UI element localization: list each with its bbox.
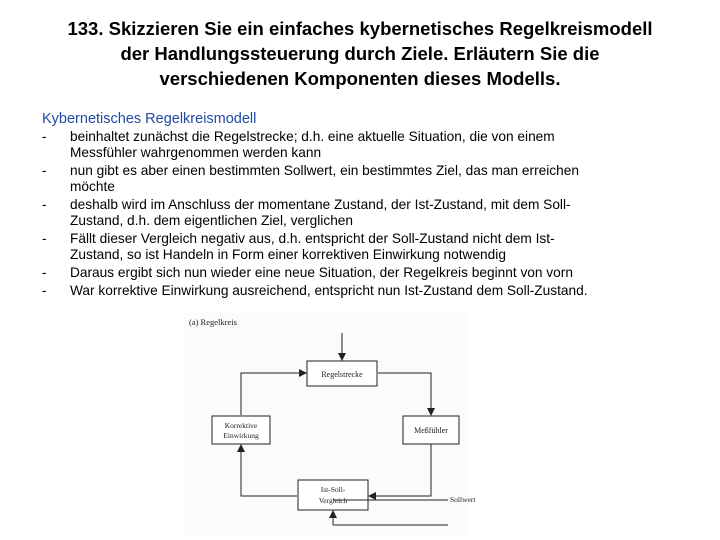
bullet-line: möchte [70,179,115,194]
bullet-dash: - [42,163,47,178]
title-line-1: 133. Skizzieren Sie ein einfaches kybernetisches Regelkreismodell [67,18,653,39]
bullet-line: War korrektive Einwirkung ausreichend, entspricht nun Ist-Zustand dem Soll-Zustand. [70,283,588,298]
title-line-3: verschiedenen Komponenten dieses Modells. [159,68,561,89]
bullet-text [70,197,692,229]
label-korrektive-2: Einwirkung [223,431,259,440]
bullet-line: Daraus ergibt sich nun wieder eine neue Situation, der Regelkreis beginnt von vorn [70,265,573,280]
bullet-text [70,265,692,281]
page-title [20,16,700,91]
bullet-text [70,163,692,195]
bullet-line: deshalb wird im Anschluss der momentane Zustand, der Ist-Zustand, mit dem Soll- [70,197,571,212]
bullet-dash: - [42,197,47,212]
section-subtitle: Kybernetisches Regelkreismodell [42,111,257,127]
label-regelstrecke: Regelstrecke [321,370,363,379]
bullet-line: Fällt dieser Vergleich negativ aus, d.h. entspricht der Soll-Zustand nicht dem Ist- [70,231,555,246]
bullet-item [42,129,692,161]
bullet-item [42,265,692,281]
label-messfuehler: Meßfühler [414,426,448,435]
bullet-item [42,283,692,299]
bullet-item [42,163,692,195]
title-line-2: der Handlungssteuerung durch Ziele. Erläutern Sie die [120,43,600,64]
bullet-line: Messfühler wahrgenommen werden kann [70,145,322,160]
bullet-line: beinhaltet zunächst die Regelstrecke; d.h. eine aktuelle Situation, die von einem [70,129,555,144]
bullet-line: Zustand, d.h. dem eigentlichen Ziel, verglichen [70,213,354,228]
bullet-dash: - [42,231,47,246]
bullet-dash: - [42,265,47,280]
label-sollwert: Sollwert [450,495,476,504]
bullet-text [70,283,692,299]
figure-caption: (a) Regelkreis [189,317,237,327]
bullet-line: Zustand, so ist Handeln in Form einer korrektiven Einwirkung notwendig [70,247,506,262]
bullet-text [70,231,692,263]
bullet-item [42,197,692,229]
label-vergleich-1: Ist-Soll- [320,485,346,494]
label-korrektive-1: Korrektive [224,421,258,430]
arrow-regelstrecke-to-messfuehler [378,373,431,415]
arrow-korrektive-to-regelstrecke [241,373,306,415]
bullet-text [70,129,692,161]
bullet-line: nun gibt es aber einen bestimmten Sollwert, ein bestimmtes Ziel, das man erreichen [70,163,579,178]
arrow-messfuehler-to-vergleich [369,444,431,496]
bullet-list [42,129,692,301]
bullet-dash: - [42,129,47,144]
bullet-item [42,231,692,263]
bullet-dash: - [42,283,47,298]
arrow-vergleich-to-korrektive [241,445,297,496]
control-loop-svg [184,313,476,536]
label-vergleich-2: Vergleich [318,496,348,505]
control-loop-diagram [184,313,476,536]
